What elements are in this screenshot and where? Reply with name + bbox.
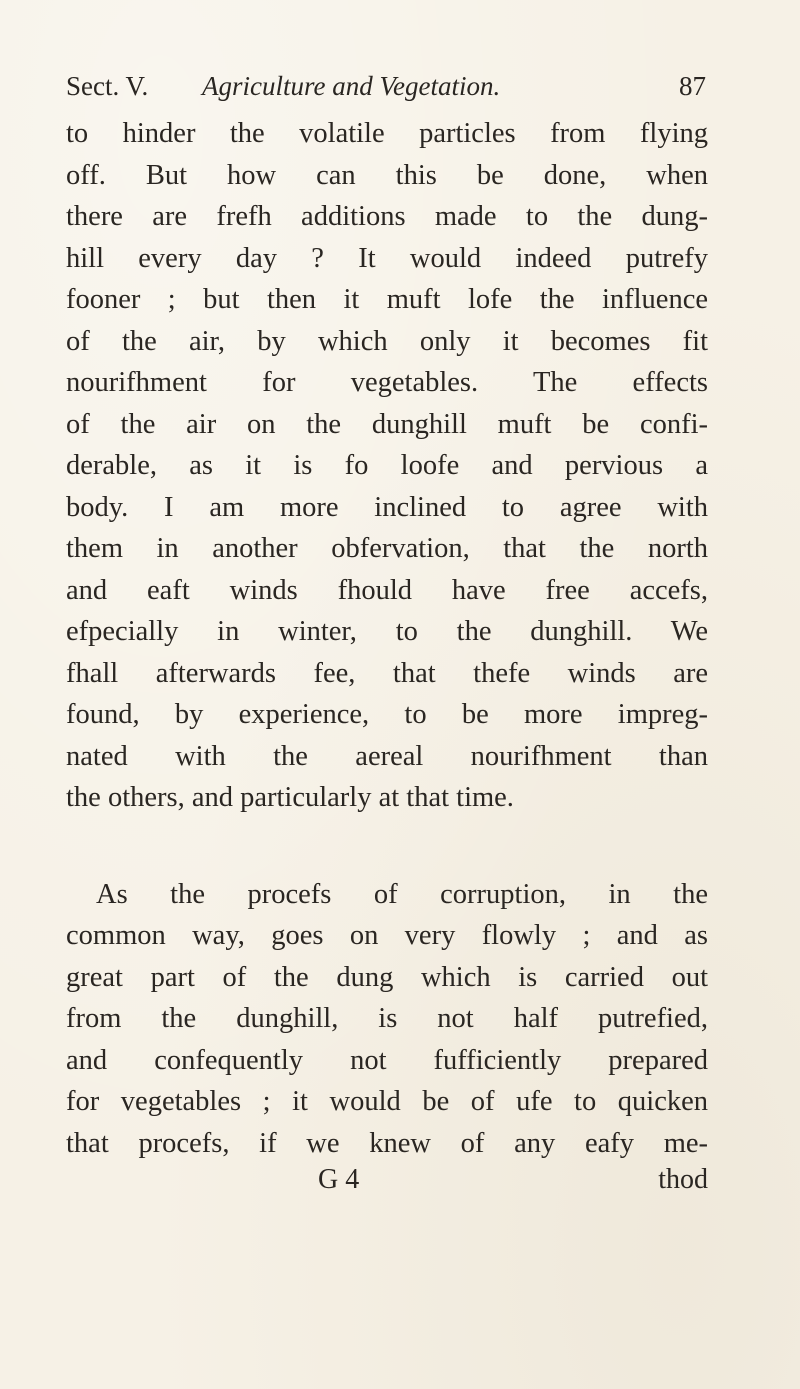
section-label: Sect. V. bbox=[66, 71, 149, 101]
text-line: nourifhment for vegetables. The effects bbox=[66, 367, 708, 398]
text-line: As the procefs of corruption, in the bbox=[96, 878, 708, 910]
text-line: them in another obfervation, that the north bbox=[66, 533, 708, 564]
text-line: the others, and particularly at that time. bbox=[66, 782, 514, 813]
text-line: nated with the aereal nourifhment than bbox=[66, 740, 708, 772]
signature-mark: G 4 bbox=[318, 1164, 360, 1195]
text-line: for vegetables ; it would be of ufe to quicken bbox=[66, 1086, 708, 1117]
paragraph-gap bbox=[66, 819, 708, 874]
text-line: efpecially in winter, to the dunghill. We bbox=[66, 616, 708, 647]
text-line: to hinder the volatile particles from flying bbox=[66, 118, 708, 149]
text-line: off. But how can this be done, when bbox=[66, 159, 708, 191]
paragraph-2 bbox=[66, 874, 708, 1165]
text-line: of the air on the dunghill muft be confi- bbox=[66, 408, 708, 440]
text-line: hill every day ? It would indeed putrefy bbox=[66, 242, 708, 274]
text-line: from the dunghill, is not half putrefied, bbox=[66, 1003, 708, 1034]
paragraph-1 bbox=[66, 113, 708, 819]
running-header bbox=[66, 66, 706, 106]
running-title: Agriculture and Vegetation. bbox=[202, 71, 501, 101]
page-footer bbox=[66, 1160, 708, 1200]
text-line: derable, as it is fo loofe and pervious a bbox=[66, 450, 708, 481]
text-line: fhall afterwards fee, that thefe winds are bbox=[66, 657, 708, 689]
page-number: 87 bbox=[679, 71, 706, 101]
catchword: thod bbox=[658, 1164, 708, 1195]
text-line: and confequently not fufficiently prepared bbox=[66, 1044, 708, 1076]
text-line: that procefs, if we knew of any eafy me- bbox=[66, 1127, 708, 1159]
text-line: great part of the dung which is carried out bbox=[66, 961, 708, 993]
text-line: of the air, by which only it becomes fit bbox=[66, 325, 708, 357]
text-line: common way, goes on very flowly ; and as bbox=[66, 920, 708, 951]
text-body bbox=[66, 113, 708, 1164]
text-line: body. I am more inclined to agree with bbox=[66, 491, 708, 523]
text-line: there are frefh additions made to the dung- bbox=[66, 201, 708, 232]
text-line: and eaft winds fhould have free accefs, bbox=[66, 574, 708, 606]
text-line: found, by experience, to be more impreg- bbox=[66, 699, 708, 730]
text-line: fooner ; but then it muft lofe the influence bbox=[66, 284, 708, 315]
